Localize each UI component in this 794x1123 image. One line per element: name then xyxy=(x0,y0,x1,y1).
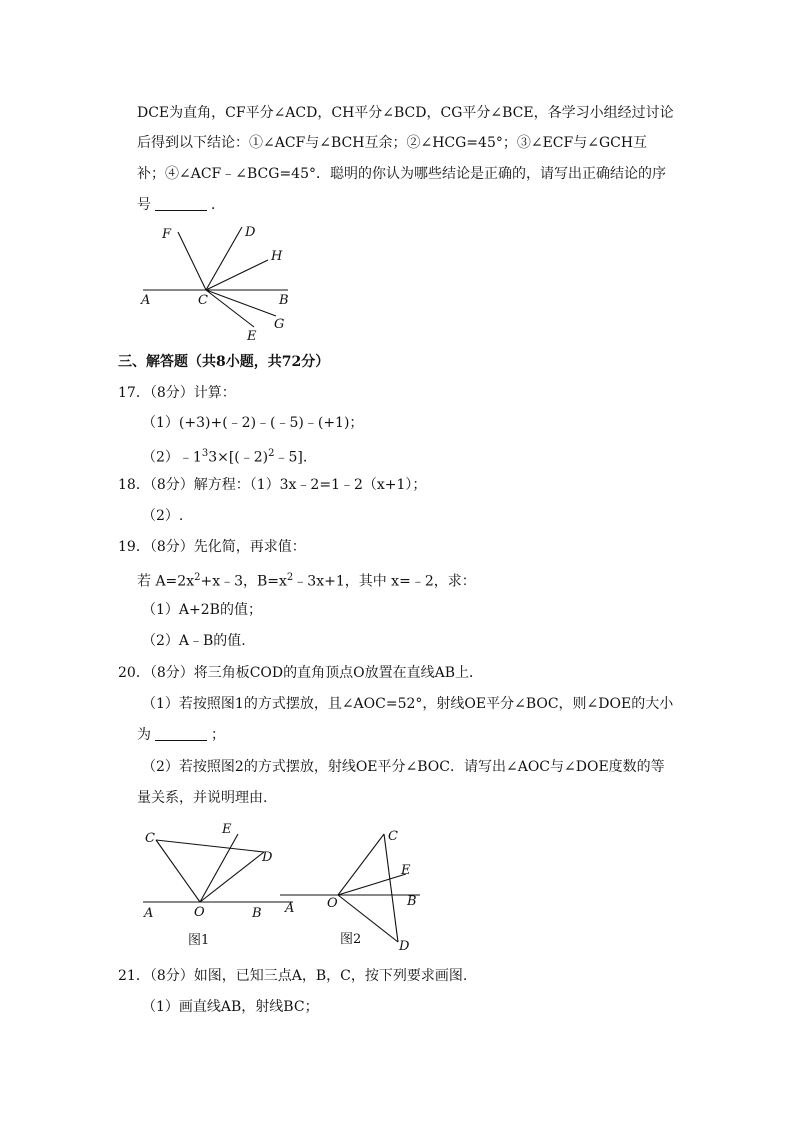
q16-line1: DCE为直角，CF平分∠ACD，CH平分∠BCD，CG平分∠BCE，各学习小组经过讨论 xyxy=(137,105,674,121)
q16-label-a: A xyxy=(141,293,151,308)
q16-line4-suffix: ． xyxy=(211,197,225,213)
q21-stem: 21．（8分）如图，已知三点A，B，C，按下列要求画图. xyxy=(118,968,468,984)
q20-part1-line2 xyxy=(137,725,225,745)
fig2-label-o: O xyxy=(327,896,338,911)
q16-label-h: H xyxy=(271,249,283,264)
q16-label-f: F xyxy=(162,227,172,242)
q17-part2 xyxy=(142,444,307,468)
fig2-label-e: E xyxy=(401,863,411,878)
q17-part2-sup1: 3 xyxy=(201,448,209,459)
fig1-label-o: O xyxy=(194,905,205,920)
fig2-label-a: A xyxy=(285,901,295,916)
q20-part1-prefix: 为 xyxy=(137,727,151,743)
q16-ray-cd xyxy=(206,227,242,290)
q21-part1: （1）画直线AB，射线BC； xyxy=(142,999,319,1015)
q20-part1-suffix: ； xyxy=(211,727,225,743)
section3-heading: 三、解答题（共8小题，共72分） xyxy=(118,354,330,370)
q16-label-d: D xyxy=(245,225,256,240)
fig2-ray-oe xyxy=(338,874,406,895)
q20-part2-line2: 量关系，并说明理由. xyxy=(137,790,268,806)
q18-stem: 18．（8分）解方程：（1）3x﹣2=1﹣2（x+1）； xyxy=(118,477,427,493)
fig1-ray-oe xyxy=(200,834,238,902)
q16-line2: 后得到以下结论：①∠ACF与∠BCH互余；②∠HCG=45°；③∠ECF与∠GCH互 xyxy=(137,135,648,151)
q16-label-c: C xyxy=(198,293,208,308)
q20-figure-2 xyxy=(278,822,428,957)
fig2-label-c: C xyxy=(388,829,398,844)
q20-answer-blank xyxy=(155,726,207,741)
fig2-side-cd xyxy=(384,834,398,942)
fig1-side-cd xyxy=(156,840,264,852)
q16-ray-cg xyxy=(206,290,276,316)
q16-figure xyxy=(138,222,298,347)
q16-label-e: E xyxy=(247,329,257,344)
q16-ray-ch xyxy=(206,260,268,290)
fig2-label-d: D xyxy=(399,939,410,954)
q19-part2: （2）A﹣B的值. xyxy=(142,633,246,649)
fig2-label-b: B xyxy=(407,894,417,909)
fig1-label-e: E xyxy=(222,822,232,837)
fig2-caption: 图2 xyxy=(340,932,362,947)
q20-part1-line1: （1）若按照图1的方式摆放，且∠AOC=52°，射线OE平分∠BOC，则∠DOE的大小 xyxy=(142,696,674,712)
q19-cond-sup2: 2 xyxy=(286,572,294,583)
q19-cond-c: ﹣3x+1，其中 x=﹣2，求： xyxy=(293,573,476,590)
q19-cond-sup1: 2 xyxy=(194,572,201,583)
q16-label-b: B xyxy=(279,293,289,308)
q16-ray-cf xyxy=(178,232,206,290)
fig1-label-a: A xyxy=(144,906,154,921)
q16-ray-ce xyxy=(206,290,254,327)
fig1-label-d: D xyxy=(262,850,273,865)
q16-line4 xyxy=(137,195,225,215)
q17-part1: （1）(+3)+(﹣2)﹣(﹣5)﹣(+1)； xyxy=(142,415,364,431)
q19-cond-b: +x﹣3，B=x xyxy=(200,573,287,590)
q17-part2-c: ﹣5]. xyxy=(274,449,308,466)
q19-part1: （1）A+2B的值； xyxy=(142,602,262,618)
q19-condition xyxy=(137,568,476,592)
q16-answer-blank xyxy=(155,196,207,211)
q17-part2-a: （2）﹣1 xyxy=(142,449,202,466)
q20-part2-line1: （2）若按照图2的方式摆放，射线OE平分∠BOC．请写出∠AOC与∠DOE度数的等 xyxy=(142,759,665,775)
fig1-label-c: C xyxy=(145,831,155,846)
q18-part2: （2）. xyxy=(142,508,184,524)
fig2-side-co xyxy=(338,834,384,895)
q19-cond-a: 若 A=2x xyxy=(137,573,195,590)
q16-line3: 补；④∠ACF﹣∠BCG=45°．聪明的你认为哪些结论是正确的，请写出正确结论的序 xyxy=(137,166,666,182)
q19-stem: 19．（8分）先化简，再求值： xyxy=(118,539,306,555)
q17-part2-b: 3×[(﹣2) xyxy=(208,449,269,466)
fig1-label-b: B xyxy=(252,906,262,921)
fig1-side-od xyxy=(200,852,264,902)
q16-line4-prefix: 号 xyxy=(137,197,151,213)
fig1-caption: 图1 xyxy=(188,933,210,948)
q17-part2-sup2: 2 xyxy=(268,448,275,459)
q17-stem: 17．（8分）计算： xyxy=(118,385,236,401)
fig1-side-co xyxy=(156,840,200,902)
q20-figure-1 xyxy=(138,818,298,953)
q20-stem: 20．（8分）将三角板COD的直角顶点O放置在直线AB上． xyxy=(118,665,484,681)
q16-label-g: G xyxy=(274,317,285,332)
